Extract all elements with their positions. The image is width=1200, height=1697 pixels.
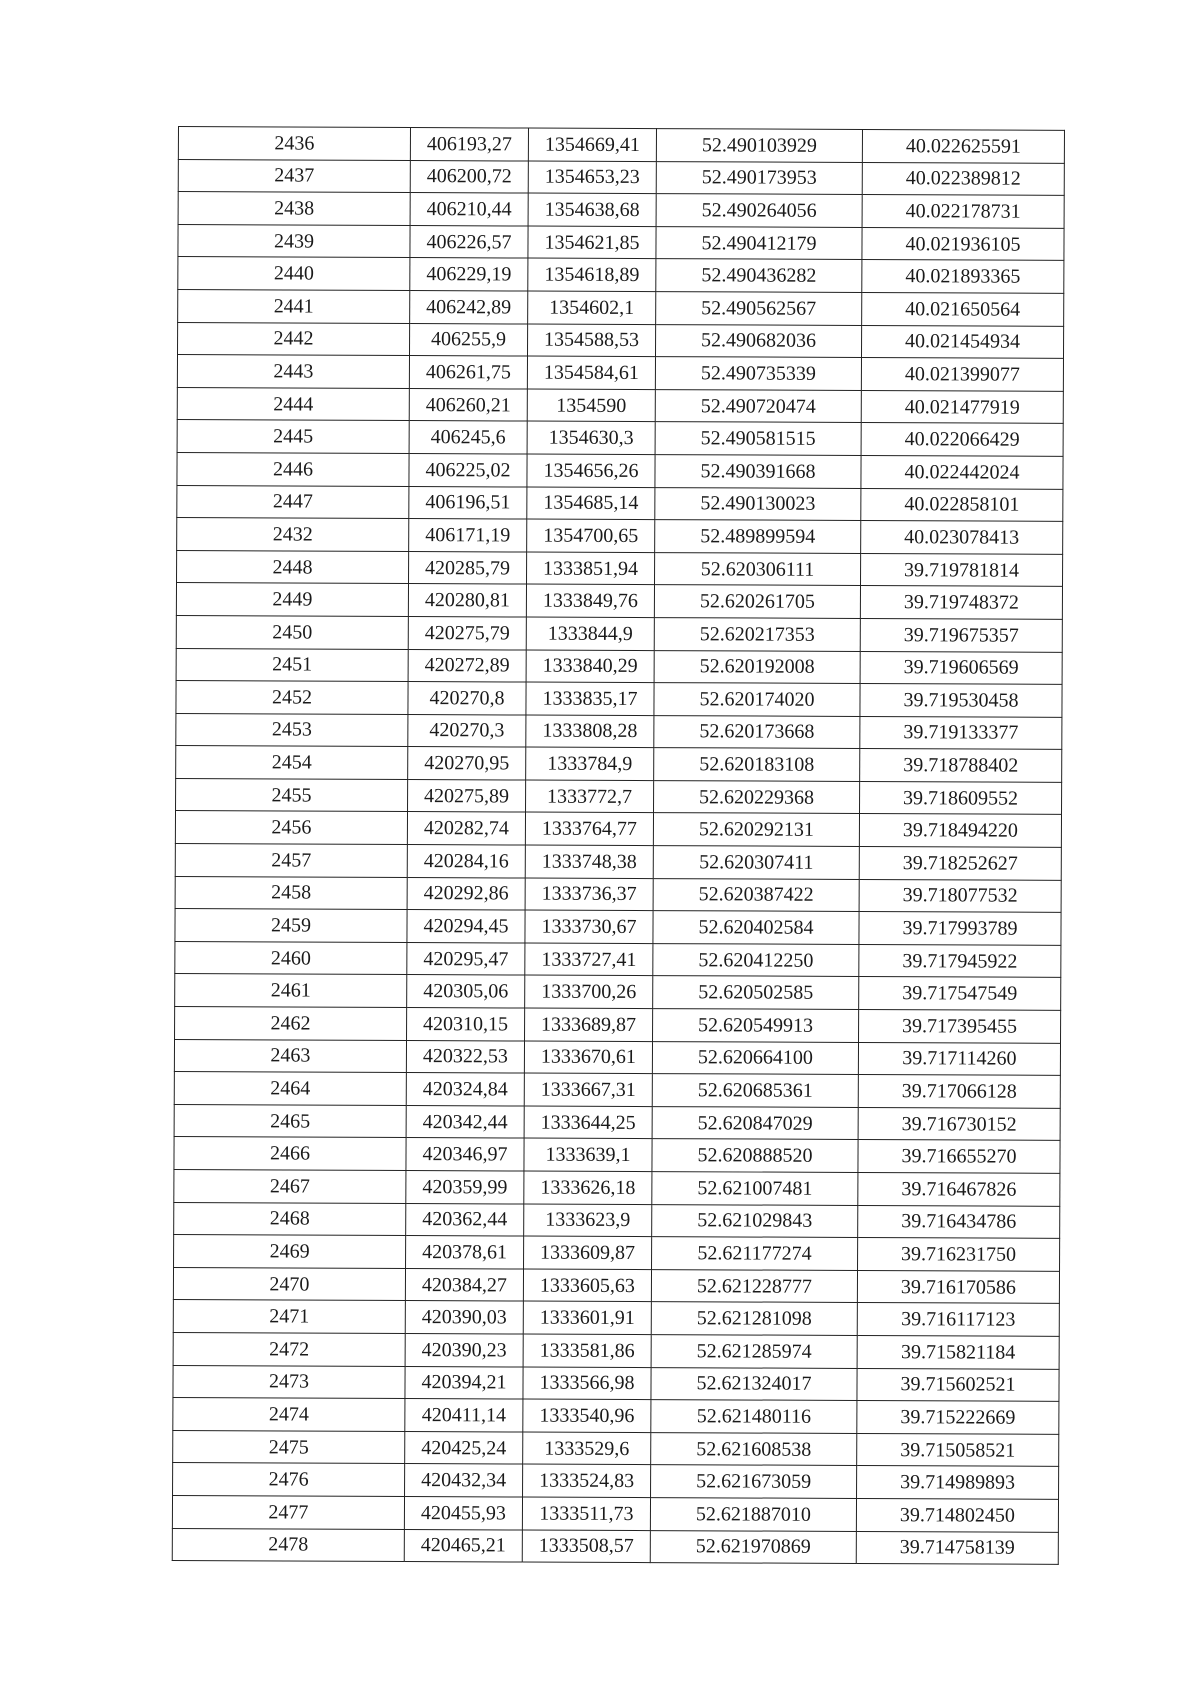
latitude-cell: 52.621480116 xyxy=(651,1400,857,1433)
x-coordinate-cell: 420275,89 xyxy=(408,779,526,812)
point-number-cell: 2467 xyxy=(174,1169,406,1203)
x-coordinate-cell: 420270,8 xyxy=(408,682,526,715)
table-row xyxy=(175,876,1061,912)
point-number-cell: 2439 xyxy=(178,224,410,258)
point-number-cell: 2474 xyxy=(173,1398,405,1432)
table-row xyxy=(176,746,1062,782)
table-row xyxy=(174,1202,1060,1238)
longitude-cell: 39.718077532 xyxy=(859,879,1061,912)
latitude-cell: 52.620847029 xyxy=(652,1106,858,1139)
y-coordinate-cell: 1333524,83 xyxy=(523,1464,651,1497)
latitude-cell: 52.621887010 xyxy=(650,1498,856,1531)
table-row xyxy=(176,778,1062,814)
point-number-cell: 2468 xyxy=(174,1202,406,1236)
longitude-cell: 39.716231750 xyxy=(858,1238,1060,1271)
x-coordinate-cell: 406245,6 xyxy=(409,421,527,454)
x-coordinate-cell: 420378,61 xyxy=(406,1236,524,1269)
table-row xyxy=(178,257,1064,293)
coordinates-table-wrapper xyxy=(172,126,1064,1565)
y-coordinate-cell: 1333540,96 xyxy=(523,1399,651,1432)
point-number-cell: 2437 xyxy=(178,159,410,193)
longitude-cell: 39.719133377 xyxy=(860,716,1062,749)
latitude-cell: 52.620664100 xyxy=(652,1041,858,1074)
latitude-cell: 52.621285974 xyxy=(651,1335,857,1368)
y-coordinate-cell: 1333644,25 xyxy=(524,1106,652,1139)
latitude-cell: 52.620502585 xyxy=(653,976,859,1009)
y-coordinate-cell: 1333689,87 xyxy=(525,1008,653,1041)
table-row xyxy=(173,1463,1059,1499)
table-row xyxy=(177,355,1063,391)
x-coordinate-cell: 420359,99 xyxy=(406,1171,524,1204)
longitude-cell: 40.021936105 xyxy=(862,227,1064,260)
table-row xyxy=(178,224,1064,260)
longitude-cell: 39.719606569 xyxy=(860,651,1062,684)
longitude-cell: 39.717993789 xyxy=(859,912,1061,945)
x-coordinate-cell: 420346,97 xyxy=(406,1138,524,1171)
x-coordinate-cell: 420390,23 xyxy=(405,1333,523,1366)
y-coordinate-cell: 1333626,18 xyxy=(524,1171,652,1204)
y-coordinate-cell: 1333601,91 xyxy=(523,1301,651,1334)
table-row xyxy=(173,1332,1059,1368)
point-number-cell: 2466 xyxy=(174,1137,406,1171)
table-row xyxy=(175,844,1061,880)
longitude-cell: 39.715602521 xyxy=(857,1368,1059,1401)
x-coordinate-cell: 420322,53 xyxy=(406,1040,524,1073)
latitude-cell: 52.620412250 xyxy=(653,943,859,976)
y-coordinate-cell: 1333667,31 xyxy=(524,1073,652,1106)
table-row xyxy=(176,713,1062,749)
point-number-cell: 2438 xyxy=(178,192,410,226)
latitude-cell: 52.621970869 xyxy=(650,1530,856,1563)
table-row xyxy=(176,648,1062,684)
table-row xyxy=(173,1430,1059,1466)
latitude-cell: 52.620685361 xyxy=(652,1074,858,1107)
point-number-cell: 2454 xyxy=(176,746,408,780)
x-coordinate-cell: 420294,45 xyxy=(407,910,525,943)
longitude-cell: 39.716117123 xyxy=(857,1303,1059,1336)
point-number-cell: 2453 xyxy=(176,713,408,747)
point-number-cell: 2444 xyxy=(177,387,409,421)
point-number-cell: 2449 xyxy=(176,583,408,617)
longitude-cell: 39.719530458 xyxy=(860,684,1062,717)
latitude-cell: 52.620217353 xyxy=(654,617,860,650)
x-coordinate-cell: 406242,89 xyxy=(410,290,528,323)
x-coordinate-cell: 406226,57 xyxy=(410,225,528,258)
table-row xyxy=(172,1495,1058,1531)
table-row xyxy=(174,1169,1060,1205)
y-coordinate-cell: 1354584,61 xyxy=(527,356,655,389)
x-coordinate-cell: 420280,81 xyxy=(408,584,526,617)
y-coordinate-cell: 1333700,26 xyxy=(525,975,653,1008)
x-coordinate-cell: 420432,34 xyxy=(405,1464,523,1497)
x-coordinate-cell: 420384,27 xyxy=(405,1268,523,1301)
point-number-cell: 2477 xyxy=(172,1495,404,1529)
latitude-cell: 52.490720474 xyxy=(655,389,861,422)
longitude-cell: 39.716170586 xyxy=(857,1270,1059,1303)
latitude-cell: 52.620183108 xyxy=(654,748,860,781)
point-number-cell: 2461 xyxy=(175,974,407,1008)
x-coordinate-cell: 420342,44 xyxy=(406,1105,524,1138)
longitude-cell: 40.023078413 xyxy=(861,521,1063,554)
longitude-cell: 39.717395455 xyxy=(859,1010,1061,1043)
x-coordinate-cell: 420324,84 xyxy=(406,1073,524,1106)
point-number-cell: 2465 xyxy=(174,1104,406,1138)
x-coordinate-cell: 420455,93 xyxy=(404,1496,522,1529)
point-number-cell: 2473 xyxy=(173,1365,405,1399)
point-number-cell: 2470 xyxy=(173,1267,405,1301)
x-coordinate-cell: 420270,95 xyxy=(408,747,526,780)
latitude-cell: 52.490264056 xyxy=(656,194,862,227)
point-number-cell: 2460 xyxy=(175,941,407,975)
y-coordinate-cell: 1333748,38 xyxy=(525,845,653,878)
longitude-cell: 39.718788402 xyxy=(860,749,1062,782)
y-coordinate-cell: 1354638,68 xyxy=(528,193,656,226)
point-number-cell: 2442 xyxy=(178,322,410,356)
y-coordinate-cell: 1333844,9 xyxy=(526,617,654,650)
point-number-cell: 2471 xyxy=(173,1300,405,1334)
table-row xyxy=(175,909,1061,945)
x-coordinate-cell: 420411,14 xyxy=(405,1399,523,1432)
point-number-cell: 2464 xyxy=(174,1072,406,1106)
latitude-cell: 52.490735339 xyxy=(655,357,861,390)
table-row xyxy=(175,941,1061,977)
y-coordinate-cell: 1333623,9 xyxy=(524,1204,652,1237)
table-row xyxy=(173,1365,1059,1401)
table-row xyxy=(174,1072,1060,1108)
x-coordinate-cell: 420390,03 xyxy=(405,1301,523,1334)
y-coordinate-cell: 1333764,77 xyxy=(525,812,653,845)
longitude-cell: 39.719675357 xyxy=(860,618,1062,651)
latitude-cell: 52.490173953 xyxy=(656,161,862,194)
y-coordinate-cell: 1333736,37 xyxy=(525,878,653,911)
latitude-cell: 52.620307411 xyxy=(653,846,859,879)
y-coordinate-cell: 1354618,89 xyxy=(528,258,656,291)
latitude-cell: 52.620549913 xyxy=(653,1009,859,1042)
point-number-cell: 2462 xyxy=(175,1007,407,1041)
latitude-cell: 52.621177274 xyxy=(652,1237,858,1270)
latitude-cell: 52.620229368 xyxy=(654,780,860,813)
point-number-cell: 2452 xyxy=(176,681,408,715)
longitude-cell: 39.717945922 xyxy=(859,944,1061,977)
longitude-cell: 39.718609552 xyxy=(860,781,1062,814)
y-coordinate-cell: 1333849,76 xyxy=(526,584,654,617)
point-number-cell: 2440 xyxy=(178,257,410,291)
point-number-cell: 2469 xyxy=(174,1235,406,1269)
point-number-cell: 2436 xyxy=(178,127,410,161)
latitude-cell: 52.490436282 xyxy=(656,259,862,292)
longitude-cell: 40.022858101 xyxy=(861,488,1063,521)
y-coordinate-cell: 1333508,57 xyxy=(522,1530,650,1563)
point-number-cell: 2451 xyxy=(176,648,408,682)
y-coordinate-cell: 1333581,86 xyxy=(523,1334,651,1367)
longitude-cell: 39.715058521 xyxy=(857,1433,1059,1466)
table-row xyxy=(173,1398,1059,1434)
latitude-cell: 52.490130023 xyxy=(655,487,861,520)
longitude-cell: 40.021477919 xyxy=(861,390,1063,423)
point-number-cell: 2456 xyxy=(175,811,407,845)
table-row xyxy=(177,387,1063,423)
longitude-cell: 40.022389812 xyxy=(862,162,1064,195)
latitude-cell: 52.621007481 xyxy=(652,1172,858,1205)
latitude-cell: 52.620306111 xyxy=(655,552,861,585)
y-coordinate-cell: 1354700,65 xyxy=(527,519,655,552)
longitude-cell: 40.022625591 xyxy=(862,129,1064,162)
point-number-cell: 2475 xyxy=(173,1430,405,1464)
latitude-cell: 52.621281098 xyxy=(651,1302,857,1335)
latitude-cell: 52.489899594 xyxy=(655,520,861,553)
x-coordinate-cell: 406196,51 xyxy=(409,486,527,519)
point-number-cell: 2447 xyxy=(177,485,409,519)
y-coordinate-cell: 1333511,73 xyxy=(522,1497,650,1530)
y-coordinate-cell: 1333851,94 xyxy=(527,552,655,585)
x-coordinate-cell: 406260,21 xyxy=(409,388,527,421)
table-row xyxy=(176,583,1062,619)
y-coordinate-cell: 1333639,1 xyxy=(524,1138,652,1171)
table-row xyxy=(176,615,1062,651)
longitude-cell: 39.718494220 xyxy=(859,814,1061,847)
point-number-cell: 2443 xyxy=(177,355,409,389)
y-coordinate-cell: 1354656,26 xyxy=(527,454,655,487)
x-coordinate-cell: 406171,19 xyxy=(409,519,527,552)
point-number-cell: 2472 xyxy=(173,1332,405,1366)
latitude-cell: 52.621608538 xyxy=(651,1432,857,1465)
y-coordinate-cell: 1354653,23 xyxy=(528,161,656,194)
y-coordinate-cell: 1333727,41 xyxy=(525,943,653,976)
latitude-cell: 52.490412179 xyxy=(656,226,862,259)
table-row xyxy=(178,322,1064,358)
x-coordinate-cell: 406225,02 xyxy=(409,453,527,486)
latitude-cell: 52.620192008 xyxy=(654,650,860,683)
y-coordinate-cell: 1354588,53 xyxy=(527,324,655,357)
y-coordinate-cell: 1354602,1 xyxy=(528,291,656,324)
y-coordinate-cell: 1333835,17 xyxy=(526,682,654,715)
longitude-cell: 39.719748372 xyxy=(860,586,1062,619)
y-coordinate-cell: 1333605,63 xyxy=(523,1269,651,1302)
latitude-cell: 52.490562567 xyxy=(656,292,862,325)
x-coordinate-cell: 406255,9 xyxy=(410,323,528,356)
longitude-cell: 39.715222669 xyxy=(857,1401,1059,1434)
latitude-cell: 52.620387422 xyxy=(653,878,859,911)
longitude-cell: 40.021399077 xyxy=(861,358,1063,391)
latitude-cell: 52.620174020 xyxy=(654,683,860,716)
point-number-cell: 2445 xyxy=(177,420,409,454)
y-coordinate-cell: 1354621,85 xyxy=(528,226,656,259)
point-number-cell: 2463 xyxy=(174,1039,406,1073)
point-number-cell: 2459 xyxy=(175,909,407,943)
x-coordinate-cell: 420285,79 xyxy=(409,551,527,584)
longitude-cell: 39.716730152 xyxy=(858,1107,1060,1140)
longitude-cell: 39.714802450 xyxy=(856,1498,1058,1531)
latitude-cell: 52.620173668 xyxy=(654,715,860,748)
longitude-cell: 40.021454934 xyxy=(861,325,1063,358)
x-coordinate-cell: 420272,89 xyxy=(408,649,526,682)
x-coordinate-cell: 420310,15 xyxy=(407,1008,525,1041)
x-coordinate-cell: 420362,44 xyxy=(406,1203,524,1236)
table-row xyxy=(177,485,1063,521)
table-row xyxy=(177,550,1063,586)
longitude-cell: 40.022442024 xyxy=(861,455,1063,488)
longitude-cell: 39.716467826 xyxy=(858,1172,1060,1205)
latitude-cell: 52.621228777 xyxy=(651,1269,857,1302)
y-coordinate-cell: 1333609,87 xyxy=(524,1236,652,1269)
point-number-cell: 2457 xyxy=(175,844,407,878)
y-coordinate-cell: 1354685,14 xyxy=(527,487,655,520)
point-number-cell: 2448 xyxy=(177,550,409,584)
table-row xyxy=(174,1235,1060,1271)
y-coordinate-cell: 1333772,7 xyxy=(526,780,654,813)
y-coordinate-cell: 1354590 xyxy=(527,389,655,422)
x-coordinate-cell: 420292,86 xyxy=(407,877,525,910)
table-row xyxy=(175,1007,1061,1043)
x-coordinate-cell: 420425,24 xyxy=(405,1431,523,1464)
y-coordinate-cell: 1333730,67 xyxy=(525,910,653,943)
table-row xyxy=(178,127,1064,163)
y-coordinate-cell: 1333566,98 xyxy=(523,1367,651,1400)
table-row xyxy=(172,1528,1058,1564)
coordinates-table-body xyxy=(172,127,1064,1565)
longitude-cell: 40.021650564 xyxy=(862,292,1064,325)
table-row xyxy=(175,811,1061,847)
x-coordinate-cell: 420275,79 xyxy=(408,616,526,649)
longitude-cell: 39.716655270 xyxy=(858,1140,1060,1173)
latitude-cell: 52.620292131 xyxy=(653,813,859,846)
longitude-cell: 40.021893365 xyxy=(862,260,1064,293)
latitude-cell: 52.490103929 xyxy=(656,129,862,162)
point-number-cell: 2441 xyxy=(178,289,410,323)
table-row xyxy=(175,974,1061,1010)
longitude-cell: 39.718252627 xyxy=(859,847,1061,880)
longitude-cell: 39.717114260 xyxy=(858,1042,1060,1075)
y-coordinate-cell: 1333670,61 xyxy=(524,1041,652,1074)
latitude-cell: 52.621673059 xyxy=(651,1465,857,1498)
point-number-cell: 2476 xyxy=(173,1463,405,1497)
y-coordinate-cell: 1354669,41 xyxy=(528,128,656,161)
point-number-cell: 2455 xyxy=(176,778,408,812)
longitude-cell: 39.715821184 xyxy=(857,1335,1059,1368)
table-row xyxy=(177,518,1063,554)
latitude-cell: 52.620888520 xyxy=(652,1139,858,1172)
point-number-cell: 2446 xyxy=(177,452,409,486)
longitude-cell: 39.714989893 xyxy=(857,1466,1059,1499)
x-coordinate-cell: 420465,21 xyxy=(404,1529,522,1562)
point-number-cell: 2450 xyxy=(176,615,408,649)
longitude-cell: 39.716434786 xyxy=(858,1205,1060,1238)
longitude-cell: 39.714758139 xyxy=(856,1531,1058,1564)
latitude-cell: 52.490682036 xyxy=(655,324,861,357)
longitude-cell: 40.022066429 xyxy=(861,423,1063,456)
latitude-cell: 52.490391668 xyxy=(655,455,861,488)
y-coordinate-cell: 1354630,3 xyxy=(527,421,655,454)
y-coordinate-cell: 1333529,6 xyxy=(523,1432,651,1465)
x-coordinate-cell: 406229,19 xyxy=(410,258,528,291)
table-row xyxy=(174,1039,1060,1075)
coordinates-table xyxy=(172,126,1065,1565)
x-coordinate-cell: 420394,21 xyxy=(405,1366,523,1399)
table-row xyxy=(177,420,1063,456)
longitude-cell: 39.717066128 xyxy=(858,1075,1060,1108)
table-row xyxy=(178,159,1064,195)
latitude-cell: 52.621324017 xyxy=(651,1367,857,1400)
latitude-cell: 52.621029843 xyxy=(652,1204,858,1237)
table-row xyxy=(174,1104,1060,1140)
table-row xyxy=(176,681,1062,717)
table-row xyxy=(173,1267,1059,1303)
table-row xyxy=(173,1300,1059,1336)
x-coordinate-cell: 420284,16 xyxy=(407,845,525,878)
y-coordinate-cell: 1333784,9 xyxy=(526,747,654,780)
table-row xyxy=(177,452,1063,488)
table-row xyxy=(174,1137,1060,1173)
point-number-cell: 2478 xyxy=(172,1528,404,1562)
x-coordinate-cell: 406193,27 xyxy=(410,128,528,161)
longitude-cell: 40.022178731 xyxy=(862,195,1064,228)
latitude-cell: 52.490581515 xyxy=(655,422,861,455)
point-number-cell: 2458 xyxy=(175,876,407,910)
y-coordinate-cell: 1333808,28 xyxy=(526,715,654,748)
longitude-cell: 39.719781814 xyxy=(861,553,1063,586)
x-coordinate-cell: 406210,44 xyxy=(410,193,528,226)
x-coordinate-cell: 406261,75 xyxy=(409,356,527,389)
x-coordinate-cell: 420282,74 xyxy=(407,812,525,845)
longitude-cell: 39.717547549 xyxy=(859,977,1061,1010)
point-number-cell: 2432 xyxy=(177,518,409,552)
table-row xyxy=(178,192,1064,228)
x-coordinate-cell: 420295,47 xyxy=(407,942,525,975)
x-coordinate-cell: 420305,06 xyxy=(407,975,525,1008)
latitude-cell: 52.620261705 xyxy=(654,585,860,618)
latitude-cell: 52.620402584 xyxy=(653,911,859,944)
x-coordinate-cell: 406200,72 xyxy=(410,160,528,193)
x-coordinate-cell: 420270,3 xyxy=(408,714,526,747)
y-coordinate-cell: 1333840,29 xyxy=(526,650,654,683)
table-row xyxy=(178,289,1064,325)
